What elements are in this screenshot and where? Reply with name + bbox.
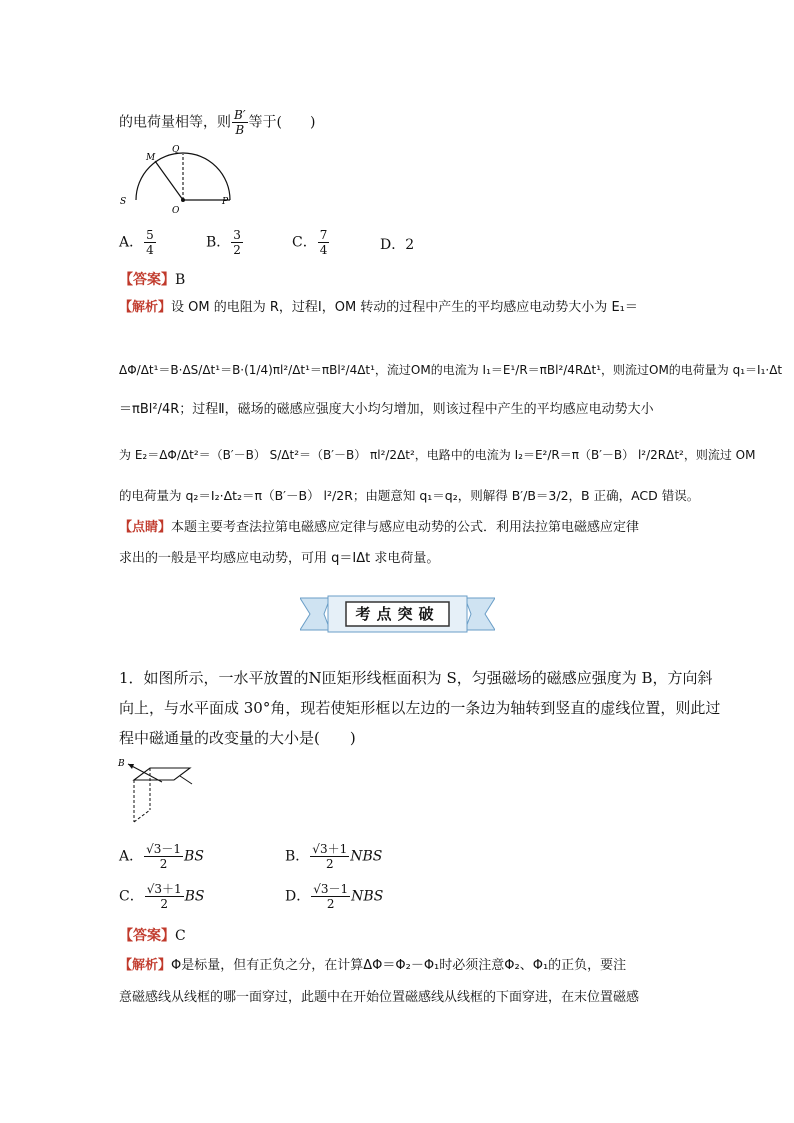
prev-answer: 【答案】B <box>119 272 186 288</box>
prev-analysis-line5: 的电荷量为 q₂＝I₂·Δt₂＝π（B′－B） l²/2R；由题意知 q₁＝q₂，则解得 B′/B＝3/2，B 正确，ACD 错误。 <box>119 488 700 503</box>
prev-option-c: C． $\frac{7}{4}$ <box>292 228 328 257</box>
q1-analysis-line1: 【解析】Φ是标量，但有正负之分，在计算ΔΦ＝Φ₂－Φ₁时必须注意Φ₂、Φ₁的正负，要注 <box>119 958 627 973</box>
prev-option-a: A． $\frac{5}{4}$ <box>119 228 154 257</box>
prev-analysis-line4: 为 E₂＝ΔΦ/Δt²＝（B′－B） S/Δt²＝（B′－B） πl²/2Δt²，电路中的电流为 I₂＝E²/R＝π（B′－B） l²/2RΔt²，则流过 OM <box>119 448 756 462</box>
label-O: O <box>172 206 180 216</box>
prev-analysis-line3: ＝πBl²/4R；过程Ⅱ，磁场的磁感应强度大小均匀增加，则该过程中产生的平均感应电动势大小 <box>119 402 654 417</box>
banner-title: 考点突破 <box>355 605 440 623</box>
q1-analysis-line2: 意磁感线从线框的哪一面穿过，此题中在开始位置磁感线从线框的下面穿进，在末位置磁感 <box>119 990 640 1005</box>
label-Q: Q <box>172 145 180 155</box>
prev-option-b: B． $\frac{3}{2}$ <box>206 228 241 257</box>
q1-option-c: C． $\frac{√3+1}{2}$ BS <box>119 882 205 911</box>
section-banner <box>300 594 495 634</box>
label-P: P <box>222 197 229 207</box>
prev-point-line1: 【点睛】本题主要考查法拉第电磁感应定律与感应电动势的公式．利用法拉第电磁感应定律 <box>119 520 640 535</box>
prev-analysis-line2: ΔΦ/Δt¹＝B·ΔS/Δt¹＝B·(1/4)πl²/Δt¹＝πBl²/4Δt¹，流过OM的电流为 I₁＝E¹/R＝πBl²/4RΔt¹，则流过OM的电荷量为 q₁＝I₁·Δt <box>119 363 783 377</box>
prev-option-d: D．2 <box>380 237 415 253</box>
label-M: M <box>146 153 156 163</box>
prev-question-stem: 的电荷量相等，则 $\frac{B'}{B}$ 等于( ) <box>119 108 316 137</box>
label-S: S <box>120 197 127 207</box>
q1-option-a: A． $\frac{√3-1}{2}$ BS <box>119 842 204 871</box>
q1-stem-line3: 程中磁通量的改变量的大小是( ) <box>119 729 356 747</box>
q1-stem-line1: 1．如图所示，一水平放置的N匝矩形线框面积为 S，匀强磁场的磁感应强度为 B，方向斜 <box>119 669 713 687</box>
prev-analysis-line1: 【解析】设 OM 的电阻为 R，过程Ⅰ，OM 转动的过程中产生的平均感应电动势大小为 E₁＝ <box>119 300 638 315</box>
frame-figure <box>114 752 204 832</box>
q1-option-b: B． $\frac{√3+1}{2}$ NBS <box>285 842 383 871</box>
q1-answer: 【答案】C <box>119 928 186 944</box>
q1-option-d: D． $\frac{√3-1}{2}$ NBS <box>285 882 384 911</box>
semicircle-figure <box>114 140 254 220</box>
prev-point-line2: 求出的一般是平均感应电动势，可用 q＝IΔt 求电荷量。 <box>119 551 440 566</box>
label-B: B <box>118 759 125 769</box>
q1-stem-line2: 向上，与水平面成 30°角，现若使矩形框以左边的一条边为轴转到竖直的虚线位置，则此过 <box>119 699 721 717</box>
